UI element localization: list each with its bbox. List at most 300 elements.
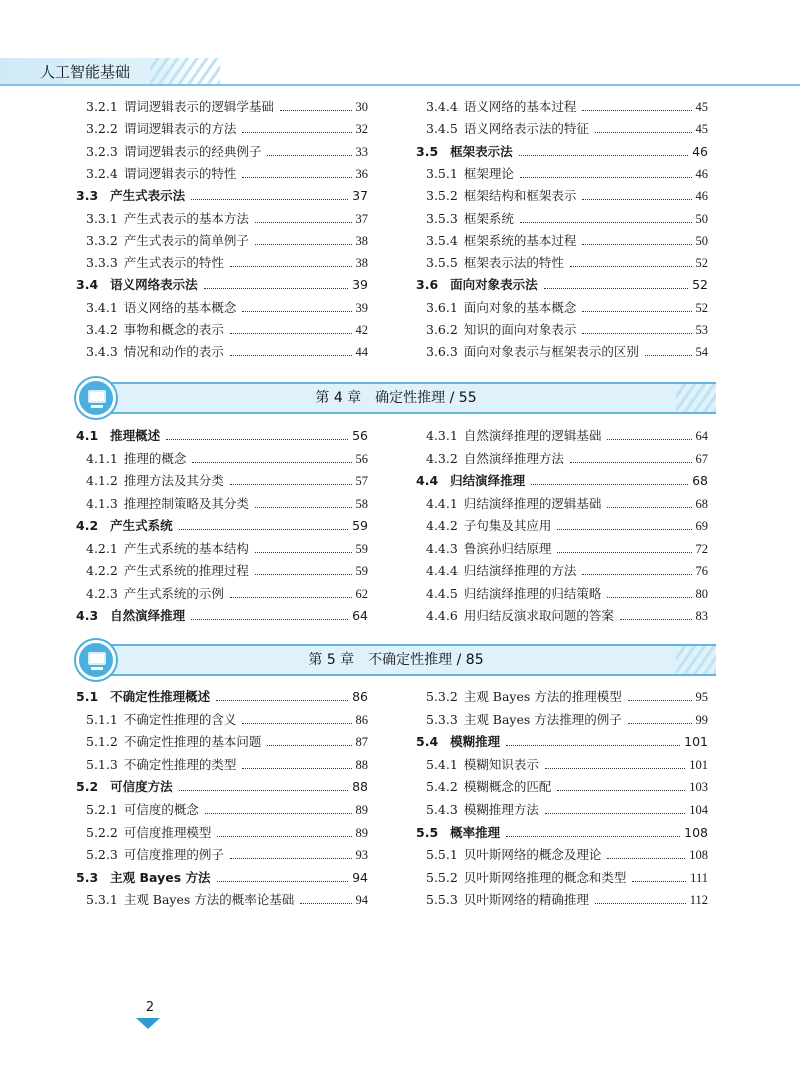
toc-entry-number: 3.4 (76, 277, 99, 293)
toc-entry-title: 推理方法及其分类 (123, 473, 224, 488)
toc-entry-page: 54 (695, 345, 708, 360)
toc-leader-dots (242, 768, 351, 769)
toc-entry-number: 4.3 (76, 608, 99, 623)
toc-entry (416, 823, 708, 843)
toc-entry-title: 可信度推理模型 (123, 824, 212, 840)
toc-leader-dots (255, 507, 352, 508)
toc-entry (76, 426, 368, 446)
toc-entry-page: 59 (355, 564, 368, 578)
toc-entry-number: 5.5.2 (426, 869, 458, 885)
toc-entry (76, 606, 368, 626)
toc-entry-title: 归结演绎推理的归结策略 (463, 585, 602, 601)
toc-entry (76, 449, 368, 469)
toc-entry-page: 99 (695, 712, 708, 727)
toc-entry-page: 46 (695, 166, 708, 181)
toc-entry-page: 67 (695, 451, 708, 466)
toc-entry (76, 868, 368, 888)
toc-entry (416, 342, 708, 362)
toc-leader-dots (628, 700, 692, 701)
toc-entry-title: 用归结反演求取问题的答案 (463, 608, 614, 623)
toc-leader-dots (506, 745, 680, 746)
toc-entry-title: 面向对象表示法 (450, 277, 538, 293)
toc-entry-number: 5.1.2 (86, 734, 118, 750)
toc-entry-title: 子句集及其应用 (463, 518, 552, 533)
toc-entry-title: 谓词逻辑表示的逻辑学基础 (123, 99, 274, 114)
toc-entry-page: 50 (695, 233, 708, 248)
toc-leader-dots (595, 903, 686, 904)
toc-entry-page: 50 (695, 211, 708, 226)
toc-entry-page: 104 (689, 803, 708, 817)
toc-entry (76, 298, 368, 318)
toc-entry-number: 5.3 (76, 869, 99, 885)
toc-entry-number: 5.5.1 (426, 847, 458, 863)
toc-entry (76, 687, 368, 707)
toc-entry-title: 谓词逻辑表示的经典例子 (123, 143, 262, 159)
toc-entry-title: 情况和动作的表示 (123, 344, 224, 360)
toc-entry-title: 不确定性推理概述 (110, 689, 211, 704)
toc-leader-dots (628, 723, 692, 724)
toc-entry-title: 产生式系统的基本结构 (123, 540, 249, 556)
toc-entry (416, 97, 708, 117)
toc-entry (416, 426, 708, 446)
toc-entry-number: 5.2 (76, 779, 99, 795)
toc-leader-dots (191, 199, 348, 200)
toc-entry-number: 3.2.1 (86, 99, 118, 114)
toc-entry-number: 5.4.2 (426, 779, 458, 795)
toc-entry-title: 产生式表示法 (110, 188, 186, 204)
toc-leader-dots (595, 132, 692, 133)
toc-entry (76, 777, 368, 797)
toc-entry-page: 64 (352, 608, 368, 623)
toc-entry (416, 449, 708, 469)
toc-entry (416, 494, 708, 514)
chapter-4-title: 第 4 章 确定性推理 / 55 (315, 390, 477, 406)
toc-entry (76, 253, 368, 273)
toc-entry-title: 模糊推理方法 (463, 802, 539, 817)
toc-leader-dots (544, 288, 688, 289)
toc-entry (76, 186, 368, 206)
toc-entry-number: 3.6.1 (426, 299, 458, 315)
toc-entry-title: 产生式系统 (110, 518, 173, 533)
toc-leader-dots (179, 529, 348, 530)
toc-entry (416, 732, 708, 752)
toc-entry (416, 164, 708, 184)
toc-entry-title: 自然演绎推理的逻辑基础 (463, 428, 602, 443)
toc-entry (76, 584, 368, 604)
toc-entry-number: 5.2.3 (86, 847, 118, 863)
toc-entry-number: 5.4.1 (426, 756, 458, 772)
toc-entry (416, 755, 708, 775)
toc-entry (76, 231, 368, 251)
toc-entry-number: 4.4.1 (426, 495, 458, 511)
toc-entry-page: 38 (355, 256, 368, 271)
toc-entry-number: 3.4.4 (426, 99, 458, 114)
toc-entry-page: 45 (695, 100, 708, 114)
toc-leader-dots (520, 177, 692, 178)
toc-entry-page: 95 (695, 690, 708, 704)
toc-entry-title: 语义网络表示法的特征 (463, 121, 589, 137)
toc-entry (416, 845, 708, 865)
toc-entry-number: 3.2.4 (86, 165, 118, 181)
toc-entry-title: 模糊知识表示 (463, 756, 539, 772)
toc-entry-page: 68 (695, 496, 708, 511)
toc-entry-title: 主观 Bayes 方法 (110, 869, 211, 885)
toc-leader-dots (557, 552, 691, 553)
toc-leader-dots (204, 288, 348, 289)
toc-entry-title: 知识的面向对象表示 (463, 322, 577, 337)
toc-entry (76, 755, 368, 775)
toc-leader-dots (216, 700, 348, 701)
toc-entry-page: 89 (355, 825, 368, 840)
toc-entry-title: 不确定性推理的含义 (123, 711, 237, 727)
toc-entry-number: 3.5.4 (426, 232, 458, 248)
book-title: 人工智能基础 (40, 63, 131, 81)
toc-entry-page: 88 (352, 779, 368, 795)
toc-entry (76, 561, 368, 581)
toc-entry (416, 209, 708, 229)
toc-entry-number: 4.2.2 (86, 563, 118, 578)
toc-entry (76, 710, 368, 730)
chapter-5-banner (76, 640, 716, 680)
toc-entry-title: 事物和概念的表示 (123, 322, 224, 337)
toc-entry-page: 39 (355, 300, 368, 315)
toc-leader-dots (570, 266, 692, 267)
toc-entry-page: 36 (355, 166, 368, 181)
toc-entry-title: 产生式系统的推理过程 (123, 563, 249, 578)
toc-entry-title: 产生式表示的简单例子 (123, 232, 249, 248)
toc-entry-page: 37 (352, 188, 368, 204)
toc-entry-title: 推理的概念 (123, 450, 187, 466)
toc-entry-title: 可信度的概念 (123, 802, 199, 817)
toc-entry (76, 164, 368, 184)
toc-leader-dots (557, 529, 691, 530)
toc-entry-page: 68 (692, 473, 708, 488)
toc-leader-dots (620, 619, 692, 620)
toc-entry (416, 516, 708, 536)
toc-entry-number: 3.4.3 (86, 344, 118, 360)
toc-leader-dots (607, 439, 691, 440)
toc-entry-page: 112 (689, 893, 708, 908)
toc-entry-title: 框架结构和框架表示 (463, 188, 577, 204)
toc-entry (416, 142, 708, 162)
toc-entry-title: 产生式表示的基本方法 (123, 210, 249, 226)
toc-entry-page: 37 (355, 211, 368, 226)
toc-entry-page: 87 (355, 735, 368, 750)
toc-leader-dots (645, 355, 692, 356)
toc-entry-number: 3.3.1 (86, 210, 118, 226)
toc-entry-number: 4.3.2 (426, 450, 458, 466)
toc-entry-number: 4.3.1 (426, 428, 458, 443)
toc-entry (416, 119, 708, 139)
toc-leader-dots (545, 813, 685, 814)
toc-entry-page: 45 (695, 122, 708, 137)
toc-leader-dots (582, 110, 691, 111)
toc-entry (416, 800, 708, 820)
toc-entry-number: 4.4.6 (426, 608, 458, 623)
toc-entry-title: 框架系统的基本过程 (463, 232, 577, 248)
toc-entry (416, 275, 708, 295)
toc-entry (76, 732, 368, 752)
toc-leader-dots (607, 858, 685, 859)
toc-entry-page: 62 (355, 586, 368, 601)
toc-entry-number: 4.4.4 (426, 563, 458, 578)
toc-leader-dots (520, 222, 692, 223)
toc-leader-dots (557, 790, 685, 791)
toc-entry-title: 归结演绎推理的方法 (463, 563, 577, 578)
toc-entry (416, 868, 708, 888)
toc-entry-title: 概率推理 (450, 824, 501, 840)
toc-entry-page: 52 (695, 256, 708, 271)
toc-entry (76, 209, 368, 229)
toc-entry-number: 5.1 (76, 689, 99, 704)
toc-entry-page: 108 (684, 824, 708, 840)
toc-entry-page: 86 (355, 712, 368, 727)
toc-entry-page: 111 (690, 870, 708, 885)
toc-entry-number: 4.4.3 (426, 540, 458, 556)
toc-entry-page: 56 (352, 428, 368, 443)
toc-entry-number: 5.3.3 (426, 711, 458, 727)
toc-leader-dots (242, 311, 351, 312)
toc-entry-page: 72 (695, 541, 708, 556)
toc-entry-number: 5.5.3 (426, 892, 458, 908)
toc-entry-number: 3.2.3 (86, 143, 118, 159)
toc-entry-number: 4.1 (76, 428, 99, 443)
toc-entry-title: 面向对象的基本概念 (463, 299, 577, 315)
toc-entry (416, 320, 708, 340)
toc-entry-title: 产生式表示的特性 (123, 255, 224, 271)
toc-entry (416, 539, 708, 559)
toc-entry-page: 30 (355, 100, 368, 114)
toc-entry-title: 归结演绎推理 (450, 473, 526, 488)
toc-entry-number: 5.1.3 (86, 756, 118, 772)
toc-entry-title: 贝叶斯网络的精确推理 (463, 892, 589, 908)
toc-leader-dots (205, 813, 352, 814)
toc-entry-number: 3.2.2 (86, 121, 118, 137)
toc-entry (416, 687, 708, 707)
toc-entry-title: 不确定性推理的类型 (123, 756, 237, 772)
toc-entry-title: 归结演绎推理的逻辑基础 (463, 495, 602, 511)
toc-entry-page: 53 (695, 323, 708, 337)
toc-entry (76, 539, 368, 559)
toc-entry-number: 3.5.2 (426, 188, 458, 204)
toc-leader-dots (570, 462, 692, 463)
toc-entry-page: 42 (355, 323, 368, 337)
toc-entry (76, 471, 368, 491)
toc-entry-page: 103 (689, 780, 708, 795)
toc-leader-dots (545, 768, 685, 769)
toc-entry-title: 主观 Bayes 方法推理的例子 (463, 711, 622, 727)
toc-entry-title: 谓词逻辑表示的特性 (123, 165, 237, 181)
toc-entry-title: 语义网络的基本概念 (123, 299, 237, 315)
toc-leader-dots (230, 266, 352, 267)
toc-entry-page: 46 (695, 189, 708, 204)
toc-leader-dots (267, 155, 351, 156)
toc-entry-number: 3.3.2 (86, 232, 118, 248)
toc-entry-number: 3.4.5 (426, 121, 458, 137)
toc-entry-number: 4.1.3 (86, 495, 118, 511)
toc-entry (416, 890, 708, 910)
toc-entry-title: 自然演绎推理方法 (463, 450, 564, 466)
toc-entry (76, 800, 368, 820)
toc-entry (416, 606, 708, 626)
page-marker-triangle (136, 1018, 160, 1029)
toc-entry-number: 3.3.3 (86, 255, 118, 271)
toc-leader-dots (255, 552, 352, 553)
toc-leader-dots (255, 574, 352, 575)
toc-entry-title: 自然演绎推理 (110, 608, 186, 623)
toc-entry-page: 76 (695, 564, 708, 578)
toc-entry (416, 298, 708, 318)
toc-entry-number: 3.6.3 (426, 344, 458, 360)
toc-entry-number: 3.6.2 (426, 322, 458, 337)
toc-leader-dots (179, 790, 348, 791)
toc-leader-dots (607, 507, 691, 508)
toc-entry-page: 108 (689, 848, 708, 863)
toc-entry-page: 64 (695, 429, 708, 443)
toc-entry-title: 模糊推理 (450, 734, 501, 750)
toc-entry (416, 777, 708, 797)
toc-entry (76, 119, 368, 139)
toc-leader-dots (582, 199, 691, 200)
toc-leader-dots (632, 881, 686, 882)
toc-entry (76, 275, 368, 295)
toc-entry-title: 语义网络的基本过程 (463, 99, 577, 114)
toc-leader-dots (582, 311, 691, 312)
toc-leader-dots (191, 619, 348, 620)
toc-entry-title: 鲁滨孙归结原理 (463, 540, 552, 556)
toc-entry-number: 4.2.1 (86, 540, 118, 556)
toc-leader-dots (166, 439, 348, 440)
toc-entry-number: 5.1.1 (86, 711, 118, 727)
toc-entry-page: 101 (689, 757, 708, 772)
toc-leader-dots (242, 177, 351, 178)
toc-entry-page: 57 (355, 474, 368, 488)
toc-entry-title: 推理控制策略及其分类 (123, 495, 249, 511)
toc-entry-number: 3.5 (416, 143, 439, 159)
toc-entry-page: 83 (695, 609, 708, 623)
toc-entry-page: 88 (355, 757, 368, 772)
toc-entry-title: 面向对象表示与框架表示的区别 (463, 344, 639, 360)
toc-entry-page: 89 (355, 803, 368, 817)
toc-leader-dots (230, 333, 352, 334)
toc-entry-title: 产生式系统的示例 (123, 585, 224, 601)
toc-leader-dots (217, 881, 349, 882)
header-rule (0, 84, 800, 86)
toc-leader-dots (242, 723, 351, 724)
toc-entry-page: 93 (355, 848, 368, 863)
toc-entry-number: 4.2 (76, 518, 99, 533)
toc-entry-number: 3.4.1 (86, 299, 118, 315)
toc-entry (76, 494, 368, 514)
chapter-5-title: 第 5 章 不确定性推理 / 85 (308, 652, 484, 668)
toc-entry-page: 32 (355, 122, 368, 137)
toc-leader-dots (519, 155, 688, 156)
toc-entry-title: 主观 Bayes 方法的推理模型 (463, 689, 622, 704)
toc-entry-page: 80 (695, 586, 708, 601)
toc-entry-title: 框架系统 (463, 210, 514, 226)
chapter-4-banner (76, 378, 716, 418)
toc-entry-page: 52 (692, 277, 708, 293)
toc-entry-number: 4.1.2 (86, 473, 118, 488)
page-number: 2 (145, 1000, 155, 1015)
toc-leader-dots (582, 333, 691, 334)
toc-entry-page: 94 (352, 869, 368, 885)
toc-entry-number: 5.5 (416, 824, 439, 840)
toc-entry-number: 3.3 (76, 188, 99, 204)
toc-entry-number: 5.2.2 (86, 824, 118, 840)
toc-leader-dots (300, 903, 351, 904)
toc-entry-page: 69 (695, 519, 708, 533)
toc-entry-page: 46 (692, 143, 708, 159)
toc-entry-number: 3.5.1 (426, 165, 458, 181)
header-stripes (150, 58, 220, 84)
toc-entry-page: 58 (355, 496, 368, 511)
toc-entry-page: 52 (695, 300, 708, 315)
toc-entry-page: 101 (684, 734, 708, 750)
toc-entry-number: 4.4.2 (426, 518, 458, 533)
toc-leader-dots (217, 836, 351, 837)
toc-entry-number: 5.4.3 (426, 802, 458, 817)
toc-entry-number: 3.4.2 (86, 322, 118, 337)
toc-entry-title: 贝叶斯网络的概念及理论 (463, 847, 602, 863)
toc-entry (76, 342, 368, 362)
toc-entry-number: 5.3.2 (426, 689, 458, 704)
toc-leader-dots (230, 484, 352, 485)
toc-leader-dots (230, 597, 352, 598)
toc-entry-number: 4.4.5 (426, 585, 458, 601)
toc-leader-dots (506, 836, 680, 837)
toc-entry (76, 320, 368, 340)
toc-leader-dots (582, 574, 691, 575)
toc-entry-title: 主观 Bayes 方法的概率论基础 (123, 892, 295, 908)
toc-entry (416, 561, 708, 581)
toc-entry-number: 3.5.5 (426, 255, 458, 271)
toc-entry-page: 59 (355, 541, 368, 556)
toc-entry-number: 4.4 (416, 473, 439, 488)
toc-entry (416, 471, 708, 491)
running-header (0, 58, 800, 84)
toc-entry (416, 710, 708, 730)
toc-entry-page: 44 (355, 345, 368, 360)
toc-entry-number: 4.2.3 (86, 585, 118, 601)
toc-entry-page: 59 (352, 518, 368, 533)
toc-entry (76, 845, 368, 865)
toc-entry-title: 可信度方法 (110, 779, 173, 795)
toc-entry-title: 推理概述 (110, 428, 161, 443)
toc-leader-dots (582, 244, 691, 245)
toc-leader-dots (607, 597, 691, 598)
toc-leader-dots (531, 484, 688, 485)
toc-leader-dots (255, 222, 352, 223)
toc-entry-title: 语义网络表示法 (110, 277, 198, 293)
toc-entry-page: 39 (352, 277, 368, 293)
toc-entry-title: 贝叶斯网络推理的概念和类型 (463, 869, 627, 885)
toc-entry-number: 4.1.1 (86, 450, 118, 466)
toc-leader-dots (242, 132, 351, 133)
toc-entry-number: 3.6 (416, 277, 439, 293)
toc-entry-title: 可信度推理的例子 (123, 847, 224, 863)
toc-entry-page: 94 (355, 893, 368, 908)
toc-entry-page: 33 (355, 144, 368, 159)
toc-entry (76, 823, 368, 843)
toc-leader-dots (230, 355, 352, 356)
toc-entry (76, 516, 368, 536)
toc-entry-number: 3.5.3 (426, 210, 458, 226)
toc-entry (416, 584, 708, 604)
toc-leader-dots (280, 110, 352, 111)
toc-entry-title: 谓词逻辑表示的方法 (123, 121, 237, 137)
toc-entry (76, 890, 368, 910)
